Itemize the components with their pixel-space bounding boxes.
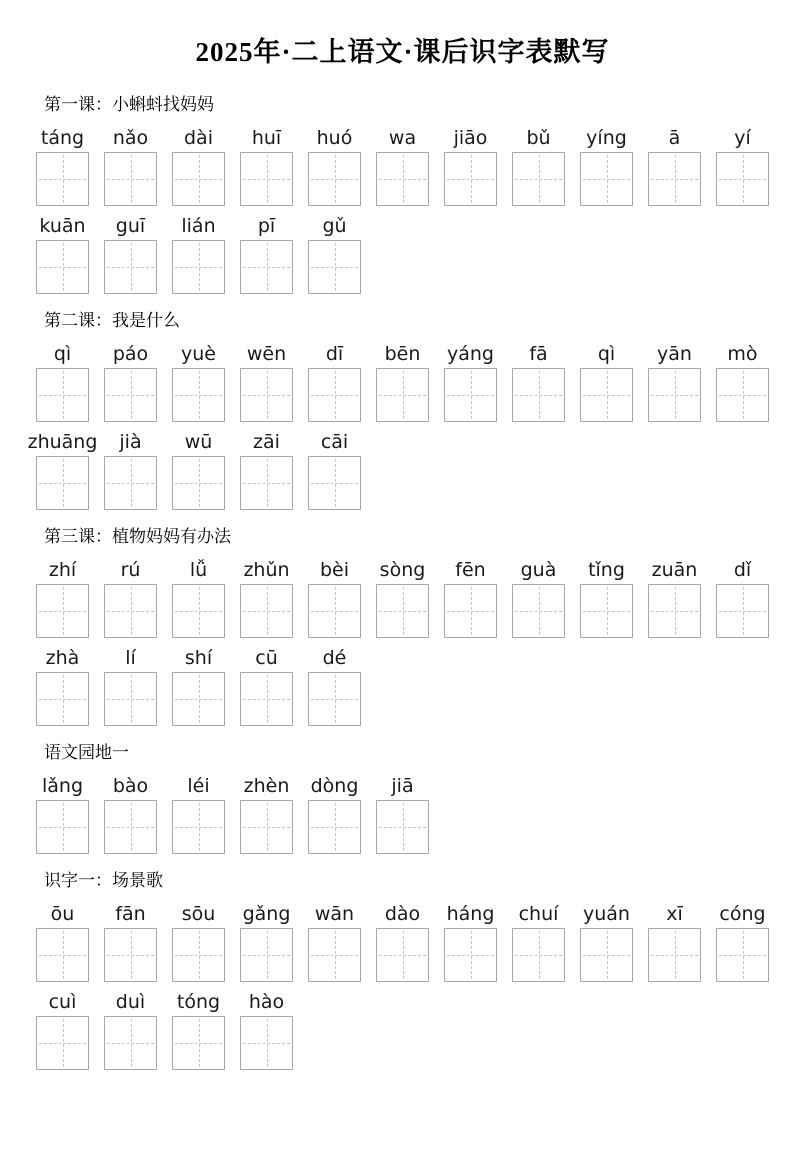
pinyin-label: páo — [112, 343, 149, 365]
tianzige-writing-box — [104, 368, 157, 422]
pinyin-label: yíng — [586, 127, 627, 149]
pinyin-label: mò — [727, 343, 758, 365]
pinyin-label: sōu — [181, 903, 216, 925]
character-cell — [308, 558, 361, 638]
pinyin-row — [27, 430, 769, 510]
pinyin-row — [36, 342, 769, 422]
tianzige-writing-box — [308, 584, 361, 638]
pinyin-label: hào — [248, 991, 285, 1013]
character-cell — [580, 126, 633, 206]
tianzige-writing-box — [36, 240, 89, 294]
pinyin-label: ōu — [50, 903, 75, 925]
pinyin-label: qì — [53, 343, 72, 365]
character-cell — [172, 774, 225, 854]
character-cell — [716, 558, 769, 638]
tianzige-writing-box — [172, 240, 225, 294]
pinyin-label: xī — [666, 903, 683, 925]
pinyin-label: tǐng — [588, 559, 625, 581]
character-cell — [308, 646, 361, 726]
character-cell — [104, 342, 157, 422]
pinyin-label: cū — [255, 647, 278, 669]
section-header: 第二课：我是什么 — [44, 311, 180, 330]
pinyin-label: chuí — [518, 903, 559, 925]
character-cell — [172, 126, 225, 206]
character-cell — [104, 126, 157, 206]
tianzige-writing-box — [172, 584, 225, 638]
character-cell — [716, 902, 769, 982]
character-cell — [376, 558, 429, 638]
character-cell — [648, 902, 701, 982]
pinyin-label: bǔ — [526, 127, 551, 149]
tianzige-writing-box — [172, 152, 225, 206]
tianzige-writing-box — [104, 456, 157, 510]
character-cell — [36, 126, 89, 206]
pinyin-label: jiā — [391, 775, 414, 797]
pinyin-label: rú — [120, 559, 141, 581]
character-cell — [648, 126, 701, 206]
tianzige-writing-box — [36, 456, 89, 510]
character-cell — [36, 558, 89, 638]
tianzige-writing-box — [512, 928, 565, 982]
character-cell — [36, 214, 89, 294]
tianzige-writing-box — [648, 584, 701, 638]
character-cell — [104, 774, 157, 854]
tianzige-writing-box — [308, 368, 361, 422]
pinyin-label: dòng — [310, 775, 359, 797]
pinyin-label: yuè — [181, 343, 216, 365]
pinyin-label: fēn — [455, 559, 486, 581]
pinyin-label: zhèn — [243, 775, 290, 797]
character-cell — [444, 902, 497, 982]
tianzige-writing-box — [308, 928, 361, 982]
pinyin-label: yáng — [447, 343, 494, 365]
pinyin-label: yí — [734, 127, 751, 149]
character-cell — [172, 646, 225, 726]
tianzige-writing-box — [240, 368, 293, 422]
character-cell — [172, 342, 225, 422]
tianzige-writing-box — [308, 800, 361, 854]
tianzige-writing-box — [716, 368, 769, 422]
character-cell — [444, 342, 497, 422]
character-cell — [36, 646, 89, 726]
pinyin-label: duì — [115, 991, 146, 1013]
pinyin-label: kuān — [39, 215, 86, 237]
pinyin-label: lí — [125, 647, 136, 669]
character-cell — [308, 430, 361, 510]
pinyin-label: jià — [119, 431, 142, 453]
tianzige-writing-box — [104, 584, 157, 638]
character-cell — [580, 558, 633, 638]
pinyin-label: cuì — [48, 991, 77, 1013]
tianzige-writing-box — [172, 672, 225, 726]
pinyin-label: wān — [314, 903, 355, 925]
character-cell — [240, 902, 293, 982]
character-cell — [240, 430, 293, 510]
tianzige-writing-box — [580, 152, 633, 206]
pinyin-label: yān — [657, 343, 692, 365]
pinyin-label: ā — [668, 127, 681, 149]
pinyin-label: huī — [251, 127, 282, 149]
pinyin-row — [36, 902, 769, 982]
tianzige-writing-box — [376, 368, 429, 422]
tianzige-writing-box — [512, 584, 565, 638]
character-cell — [308, 214, 361, 294]
pinyin-label: qì — [597, 343, 616, 365]
tianzige-writing-box — [104, 152, 157, 206]
pinyin-label: lián — [181, 215, 216, 237]
pinyin-label: bèi — [319, 559, 350, 581]
pinyin-label: zhuāng — [27, 431, 98, 453]
tianzige-writing-box — [716, 584, 769, 638]
character-cell — [172, 990, 225, 1070]
tianzige-writing-box — [444, 368, 497, 422]
pinyin-label: cāi — [320, 431, 349, 453]
character-cell — [376, 126, 429, 206]
tianzige-writing-box — [648, 368, 701, 422]
pinyin-label: léi — [187, 775, 210, 797]
pinyin-label: pī — [257, 215, 276, 237]
tianzige-writing-box — [240, 672, 293, 726]
section-header: 语文园地一 — [44, 743, 129, 762]
tianzige-writing-box — [104, 672, 157, 726]
pinyin-label: dài — [184, 127, 213, 149]
character-cell — [36, 990, 89, 1070]
character-cell — [716, 342, 769, 422]
tianzige-writing-box — [172, 928, 225, 982]
pinyin-label: zhí — [48, 559, 77, 581]
character-cell — [240, 646, 293, 726]
tianzige-writing-box — [376, 152, 429, 206]
character-cell — [512, 126, 565, 206]
tianzige-writing-box — [172, 800, 225, 854]
tianzige-writing-box — [512, 152, 565, 206]
character-cell — [240, 126, 293, 206]
pinyin-row — [36, 558, 769, 638]
tianzige-writing-box — [308, 456, 361, 510]
tianzige-writing-box — [240, 928, 293, 982]
character-cell — [376, 774, 429, 854]
character-cell — [104, 646, 157, 726]
tianzige-writing-box — [172, 368, 225, 422]
pinyin-row — [36, 126, 769, 206]
pinyin-row — [36, 646, 769, 726]
tianzige-writing-box — [36, 1016, 89, 1070]
pinyin-label: lǚ — [189, 559, 208, 581]
pinyin-row — [36, 774, 769, 854]
character-cell — [240, 774, 293, 854]
section-header: 识字一：场景歌 — [44, 871, 163, 890]
tianzige-writing-box — [308, 152, 361, 206]
character-cell — [512, 558, 565, 638]
character-cell — [512, 342, 565, 422]
tianzige-writing-box — [648, 928, 701, 982]
tianzige-writing-box — [36, 800, 89, 854]
tianzige-writing-box — [716, 928, 769, 982]
pinyin-label: wa — [388, 127, 417, 149]
pinyin-label: cóng — [719, 903, 766, 925]
tianzige-writing-box — [104, 800, 157, 854]
character-cell — [444, 558, 497, 638]
character-cell — [104, 990, 157, 1070]
character-cell — [172, 214, 225, 294]
tianzige-writing-box — [308, 672, 361, 726]
tianzige-writing-box — [240, 152, 293, 206]
pinyin-label: shí — [184, 647, 213, 669]
pinyin-label: táng — [40, 127, 85, 149]
character-cell — [36, 902, 89, 982]
tianzige-writing-box — [444, 928, 497, 982]
character-cell — [240, 214, 293, 294]
pinyin-label: dǐ — [733, 559, 752, 581]
character-cell — [36, 774, 89, 854]
tianzige-writing-box — [36, 152, 89, 206]
character-cell — [648, 342, 701, 422]
character-cell — [580, 902, 633, 982]
tianzige-writing-box — [36, 368, 89, 422]
tianzige-writing-box — [240, 800, 293, 854]
pinyin-row — [36, 214, 769, 294]
tianzige-writing-box — [36, 584, 89, 638]
tianzige-writing-box — [580, 928, 633, 982]
tianzige-writing-box — [648, 152, 701, 206]
character-cell — [308, 902, 361, 982]
character-cell — [172, 558, 225, 638]
tianzige-writing-box — [580, 368, 633, 422]
tianzige-writing-box — [716, 152, 769, 206]
pinyin-label: jiāo — [453, 127, 488, 149]
pinyin-label: tóng — [176, 991, 221, 1013]
pinyin-label: guà — [520, 559, 557, 581]
pinyin-label: háng — [446, 903, 495, 925]
character-cell — [580, 342, 633, 422]
pinyin-row — [36, 990, 769, 1070]
tianzige-writing-box — [104, 928, 157, 982]
tianzige-writing-box — [240, 240, 293, 294]
pinyin-label: fān — [115, 903, 146, 925]
pinyin-label: dào — [384, 903, 421, 925]
pinyin-label: sòng — [379, 559, 426, 581]
character-cell — [172, 902, 225, 982]
sections-container — [27, 94, 769, 1070]
page-title: 2025年·二上语文·课后识字表默写 — [195, 37, 610, 67]
pinyin-label: zuān — [651, 559, 698, 581]
tianzige-writing-box — [376, 928, 429, 982]
tianzige-writing-box — [376, 584, 429, 638]
character-cell — [104, 430, 157, 510]
character-cell — [376, 902, 429, 982]
character-cell — [716, 126, 769, 206]
character-cell — [36, 342, 89, 422]
character-cell — [172, 430, 225, 510]
pinyin-label: dī — [325, 343, 344, 365]
pinyin-label: bēn — [384, 343, 421, 365]
character-cell — [444, 126, 497, 206]
tianzige-writing-box — [580, 584, 633, 638]
character-cell — [240, 558, 293, 638]
character-cell — [648, 558, 701, 638]
tianzige-writing-box — [308, 240, 361, 294]
tianzige-writing-box — [172, 456, 225, 510]
tianzige-writing-box — [240, 456, 293, 510]
pinyin-label: gǎng — [242, 903, 291, 925]
pinyin-label: wū — [184, 431, 213, 453]
character-cell — [308, 342, 361, 422]
character-cell — [240, 342, 293, 422]
pinyin-label: fā — [529, 343, 548, 365]
character-cell — [104, 902, 157, 982]
pinyin-label: zāi — [253, 431, 280, 453]
character-cell — [308, 774, 361, 854]
pinyin-label: bào — [112, 775, 149, 797]
pinyin-label: nǎo — [112, 127, 149, 149]
tianzige-writing-box — [104, 240, 157, 294]
pinyin-label: lǎng — [41, 775, 84, 797]
pinyin-label: zhǔn — [243, 559, 290, 581]
pinyin-label: dé — [322, 647, 347, 669]
tianzige-writing-box — [104, 1016, 157, 1070]
tianzige-writing-box — [444, 584, 497, 638]
pinyin-label: wēn — [246, 343, 287, 365]
section-header: 第三课：植物妈妈有办法 — [44, 527, 231, 546]
pinyin-label: huó — [316, 127, 353, 149]
tianzige-writing-box — [172, 1016, 225, 1070]
pinyin-label: guī — [115, 215, 146, 237]
pinyin-label: gǔ — [322, 215, 347, 237]
tianzige-writing-box — [36, 928, 89, 982]
character-cell — [27, 430, 98, 510]
character-cell — [240, 990, 293, 1070]
tianzige-writing-box — [240, 1016, 293, 1070]
tianzige-writing-box — [444, 152, 497, 206]
character-cell — [512, 902, 565, 982]
tianzige-writing-box — [512, 368, 565, 422]
character-cell — [308, 126, 361, 206]
character-cell — [376, 342, 429, 422]
tianzige-writing-box — [240, 584, 293, 638]
worksheet-page — [0, 36, 793, 1158]
character-cell — [104, 214, 157, 294]
section-header: 第一课：小蝌蚪找妈妈 — [44, 95, 214, 114]
pinyin-label: yuán — [583, 903, 630, 925]
tianzige-writing-box — [376, 800, 429, 854]
character-cell — [104, 558, 157, 638]
tianzige-writing-box — [36, 672, 89, 726]
pinyin-label: zhà — [45, 647, 80, 669]
